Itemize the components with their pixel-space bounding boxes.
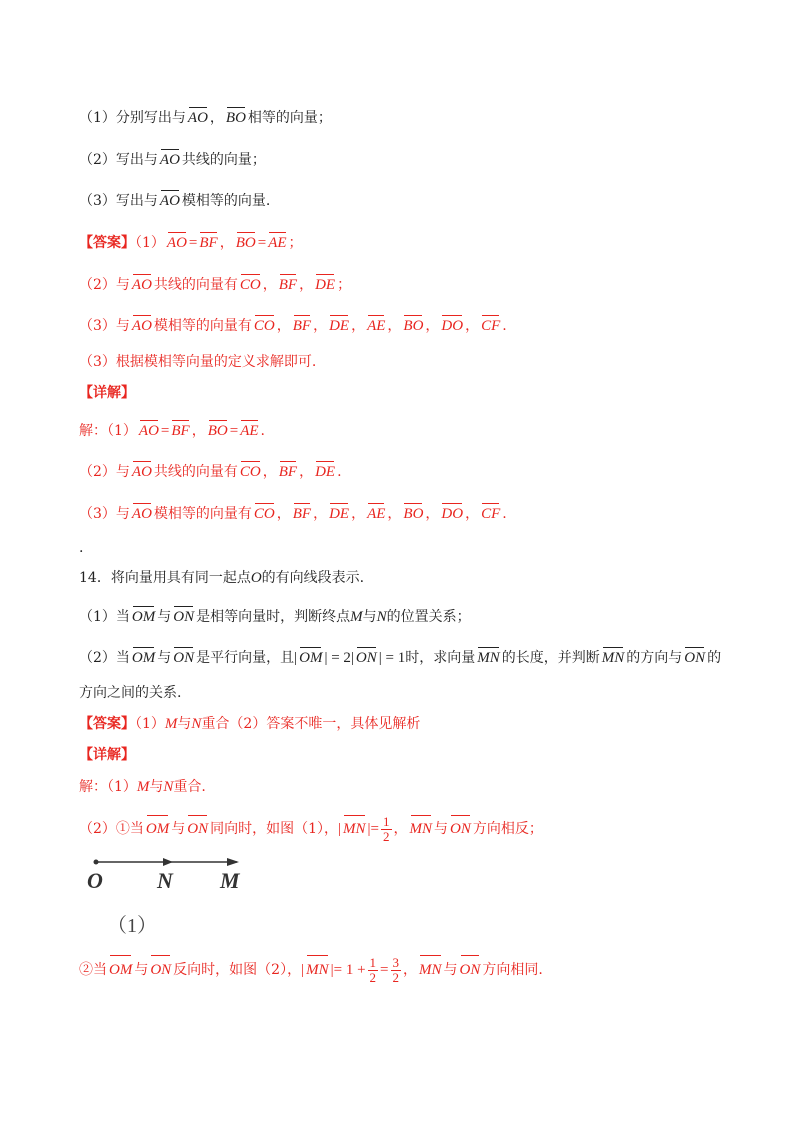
detail13-line1: 解：（1） AO = BF ， BO = AE .	[79, 419, 265, 441]
fraction-half-2: $\frac{1}{2}$	[369, 954, 377, 985]
detail14-line3: ②当 OM 与 ON 反向时，如图（2），| MN |= 1 + $\frac{1}{2}$ = $\frac{3}{2}$ ， MN 与 ON 方向相同.	[79, 954, 543, 985]
detail13-line2: （2）与 AO 共线的向量有 CO ， BF ， DE .	[79, 460, 342, 482]
detail14-line2: （2）①当 OM 与 ON 同向时，如图（1），| MN |= $\frac{1}{2}$ ， MN 与 ON 方向相反；	[79, 813, 543, 844]
answer14: 【答案】（1）M与N重合（2）答案不唯一，具体见解析	[79, 716, 421, 732]
answer-label: 【答案】	[79, 235, 135, 251]
q14-stem: 14．将向量用具有同一起点O的有向线段表示.	[79, 570, 365, 586]
figure-1-label-O: O	[87, 868, 103, 893]
q13-part1: （1）分别写出与 AO ， BO 相等的向量；	[79, 106, 332, 128]
answer13-line4: （3）根据模相等向量的定义求解即可.	[79, 354, 317, 370]
answer13-line1: 【答案】（1） AO = BF ， BO = AE ；	[79, 231, 303, 253]
answer13-line3: （3）与 AO 模相等的向量有 CO ， BF ， DE ， AE ， BO ， DO ， CF .	[79, 314, 507, 336]
figure-1-label-M: M	[220, 868, 240, 893]
detail14-label: 【详解】	[79, 747, 135, 763]
figure-1-arrow-M	[227, 858, 239, 866]
figure-1-number-line	[79, 850, 259, 940]
detail13-line3: （3）与 AO 模相等的向量有 CO ， BF ， DE ， AE ， BO ， DO ， CF .	[79, 502, 507, 524]
q14-part2-cont: 方向之间的关系.	[79, 685, 182, 701]
answer13-line2: （2）与 AO 共线的向量有 CO ， BF ， DE ；	[79, 273, 351, 295]
detail14-line1: 解：（1）M与N重合.	[79, 779, 206, 795]
figure-1-arrow-N	[163, 858, 173, 866]
figure-1-caption: （1）	[107, 915, 157, 937]
stray-dot: .	[79, 540, 84, 556]
q13-part3: （3）写出与 AO 模相等的向量.	[79, 189, 270, 211]
fraction-three-halves: $\frac{3}{2}$	[392, 954, 400, 985]
figure-1-point-O	[94, 860, 99, 865]
q13-part2: （2）写出与 AO 共线的向量；	[79, 148, 266, 170]
detail13-label: 【详解】	[79, 385, 135, 401]
q14-part2: （2）当 OM 与 ON 是平行向量，且| OM | = 2| ON | = 1时，求向量 MN 的长度，并判断 MN 的方向与 ON 的	[79, 646, 721, 668]
fraction-half: $\frac{1}{2}$	[383, 813, 390, 844]
figure-1-label-N: N	[157, 868, 173, 893]
q14-part1: （1）当 OM 与 ON 是相等向量时，判断终点M与N的位置关系；	[79, 605, 471, 627]
